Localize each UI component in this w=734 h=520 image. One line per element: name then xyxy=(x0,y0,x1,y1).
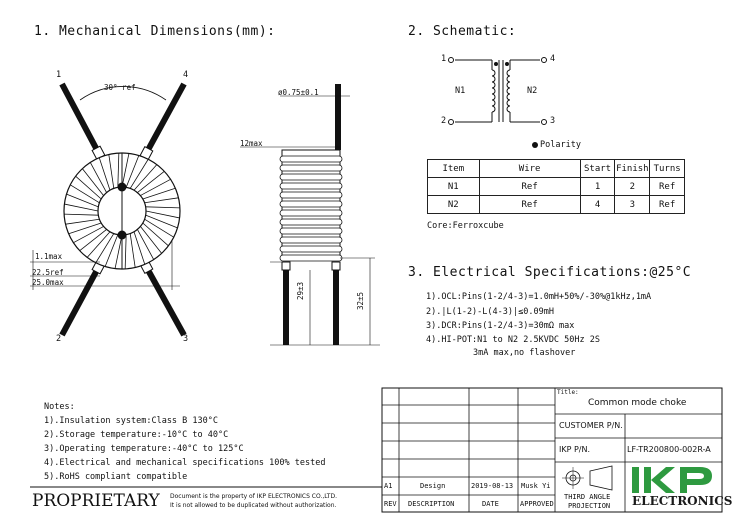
rev-date: 2019-08-13 xyxy=(471,482,514,490)
polarity-dot xyxy=(532,142,538,148)
coil-label-n2: N2 xyxy=(527,86,538,96)
title-value: Common mode choke xyxy=(588,398,687,408)
customer-pn-label: CUSTOMER P/N. xyxy=(559,421,623,430)
th-start: Start xyxy=(580,160,615,178)
col-rev: REV xyxy=(384,500,397,508)
note-1: 1).Insulation system:Class B 130°C xyxy=(44,416,218,426)
projection-line-1: THIRD ANGLE xyxy=(564,493,611,501)
spec-3: 3).DCR:Pins(1-2/4-3)=30mΩ max xyxy=(426,321,575,331)
cell: Ref xyxy=(479,178,580,196)
polarity-label: Polarity xyxy=(540,140,581,150)
title-label: Title: xyxy=(557,389,579,396)
pin-label-1: 1 xyxy=(56,70,62,80)
pin-label-2: 2 xyxy=(56,334,62,344)
ikp-pn-label: IKP P/N. xyxy=(559,445,591,454)
cell: Ref xyxy=(479,196,580,214)
rev-desc: Design xyxy=(420,482,446,490)
ikp-logo-mark xyxy=(632,467,712,493)
th-finish: Finish xyxy=(615,160,650,178)
rev-by: Musk Yi xyxy=(521,482,551,490)
sch-pin-2: 2 xyxy=(441,116,447,126)
note-4: 4).Electrical and mechanical specifications 100% tested xyxy=(44,458,326,468)
spec-1: 1).OCL:Pins(1-2/4-3)=1.0mH+50%/-30%@1kHz,1mA xyxy=(426,292,652,302)
lead-2 xyxy=(62,270,97,335)
lead-1 xyxy=(62,84,97,150)
note-3: 3).Operating temperature:-40°C to 125°C xyxy=(44,444,244,454)
dim-22-5: 22.5ref xyxy=(32,268,64,277)
spec-4-cont: 3mA max,no flashover xyxy=(473,348,576,358)
coil-label-n1: N1 xyxy=(455,86,466,96)
electrical-title: 3. Electrical Specifications:@25°C xyxy=(408,265,692,280)
winding-table xyxy=(427,159,685,214)
cell: N2 xyxy=(428,196,480,214)
core-label: Core:Ferroxcube xyxy=(427,221,504,231)
note-2: 2).Storage temperature:-10°C to 40°C xyxy=(44,430,229,440)
schematic-title: 2. Schematic: xyxy=(408,24,517,39)
projection-line-2: PROJECTION xyxy=(568,502,611,510)
cell: Ref xyxy=(650,196,685,214)
notice-line-1: Document is the property of IKP ELECTRONICS CO.,LTD. xyxy=(170,493,337,500)
th-item: Item xyxy=(428,160,480,178)
th-turns: Turns xyxy=(650,160,685,178)
dim-12: 12max xyxy=(240,139,263,148)
th-wire: Wire xyxy=(479,160,580,178)
spec-4: 4).HI-POT:N1 to N2 2.5KVDC 50Hz 2S xyxy=(426,335,600,345)
lead-3 xyxy=(148,270,184,335)
notice-line-2: It is not allowed to be duplicated without authorization. xyxy=(170,502,337,509)
sch-pin-1: 1 xyxy=(441,54,447,64)
table-header-row xyxy=(428,160,685,178)
cell: Ref xyxy=(650,178,685,196)
cell: N1 xyxy=(428,178,480,196)
spec-2: 2).|L(1-2)-L(4-3)|≤0.09mH xyxy=(426,307,554,317)
ikp-pn-value: LF-TR200800-002R-A xyxy=(627,445,711,454)
cell: 3 xyxy=(615,196,650,214)
table-row xyxy=(428,178,685,196)
pin-label-3: 3 xyxy=(183,334,189,344)
projection-cone xyxy=(590,466,612,490)
cell: 1 xyxy=(580,178,615,196)
logo-text xyxy=(690,454,692,455)
sch-pin-4: 4 xyxy=(550,54,556,64)
cell: 2 xyxy=(615,178,650,196)
sch-pin-3: 3 xyxy=(550,116,556,126)
note-5: 5).RoHS compliant compatible xyxy=(44,472,188,482)
dim-wire-dia: ø0.75±0.1 xyxy=(278,88,319,97)
dim-25: 25.0max xyxy=(32,278,64,287)
dim-29: 29±3 xyxy=(296,281,305,300)
notes-title: Notes: xyxy=(44,402,75,412)
dim-1-1: 1.1max xyxy=(35,252,63,261)
table-row xyxy=(428,196,685,214)
lead-4 xyxy=(148,84,184,150)
proprietary-label: PROPRIETARY xyxy=(32,491,160,511)
col-approved: APPROVED xyxy=(520,500,554,508)
mechanical-title: 1. Mechanical Dimensions(mm): xyxy=(34,24,276,39)
col-description: DESCRIPTION xyxy=(408,500,455,508)
rev-code: A1 xyxy=(384,482,393,490)
dim-32: 32±5 xyxy=(356,291,365,310)
pin-label-4: 4 xyxy=(183,70,189,80)
logo-subtext: ELECTRONICS xyxy=(632,494,733,508)
cell: 4 xyxy=(580,196,615,214)
col-date: DATE xyxy=(482,500,499,508)
angle-label: 30° ref xyxy=(104,83,136,92)
